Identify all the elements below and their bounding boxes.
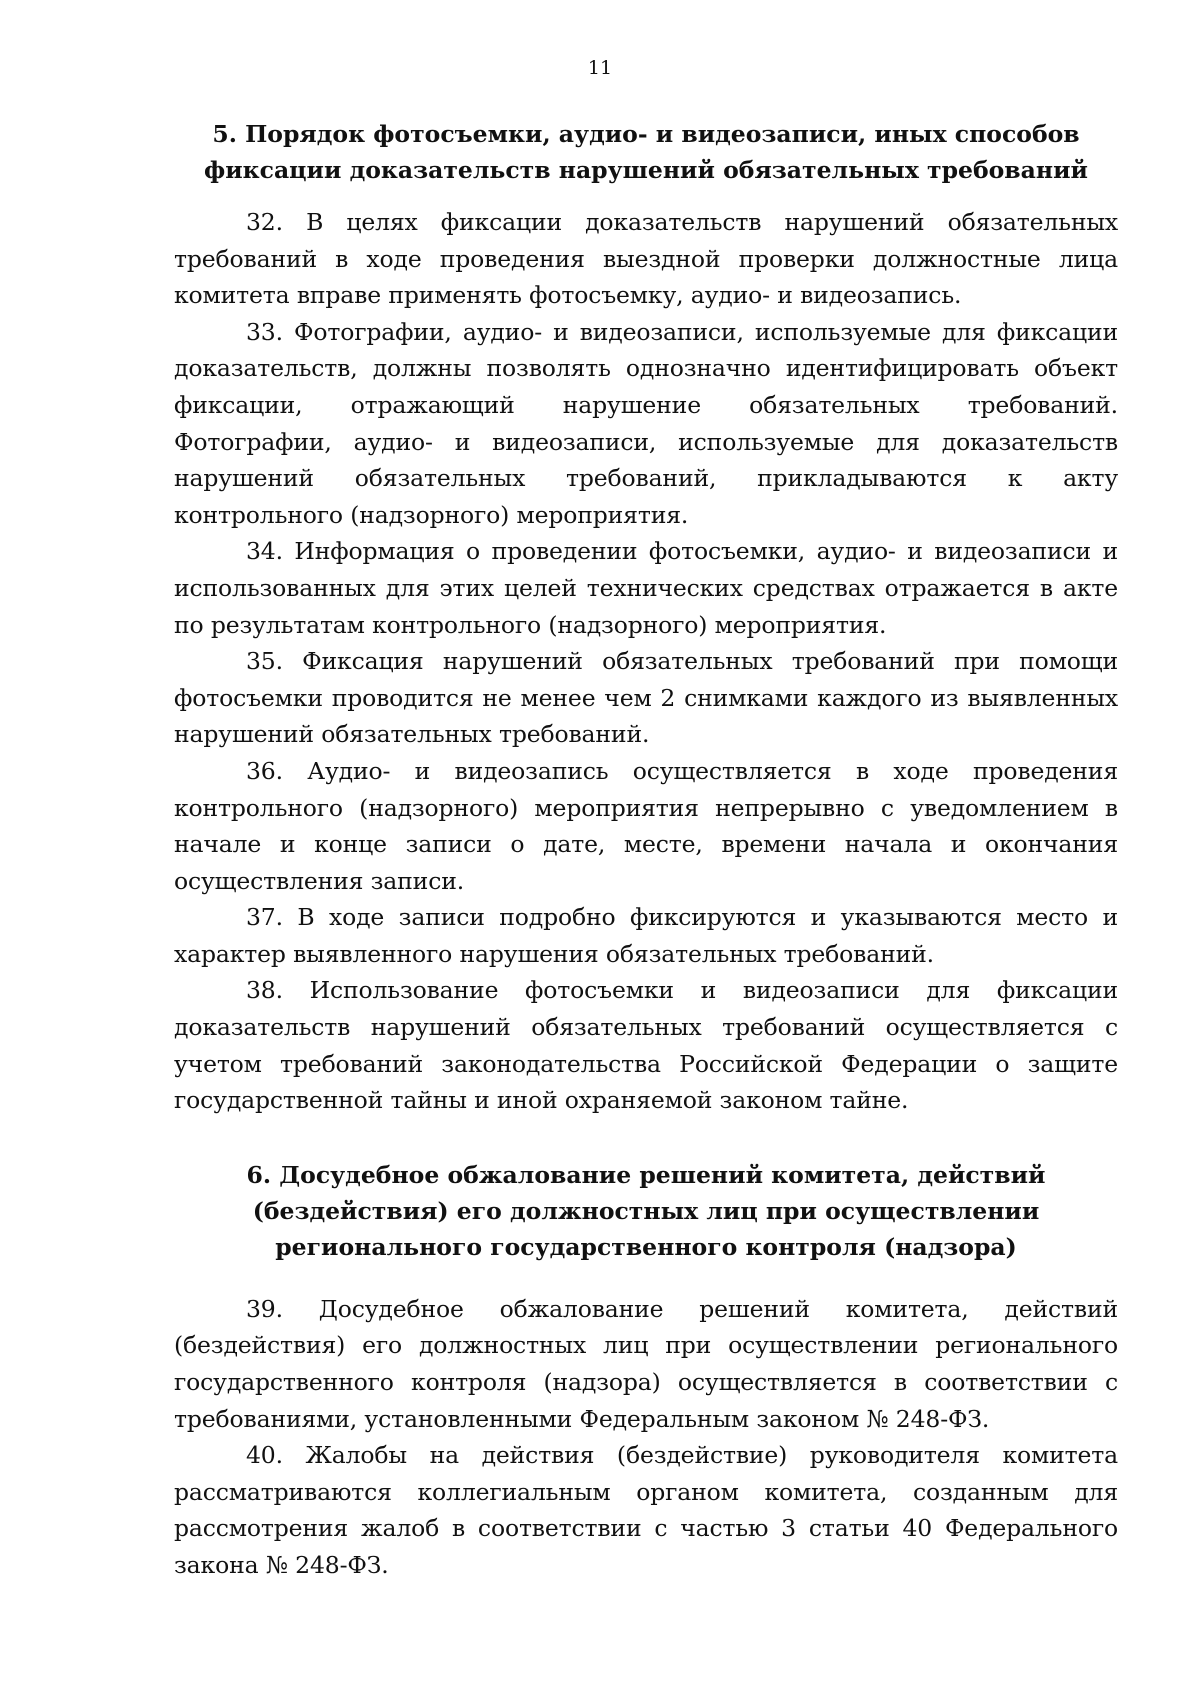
section-5-heading-line-2: фиксации доказательств нарушений обязательных требований	[204, 156, 1088, 184]
document-body	[174, 116, 1118, 1584]
paragraph-34: 34. Информация о проведении фотосъемки, аудио- и видеозаписи и использованных для этих целей технических средствах отражается в акте по результатам контрольного (надзорного) мероприятия.	[174, 537, 1118, 639]
paragraph-33: 33. Фотографии, аудио- и видеозаписи, используемые для фиксации доказательств, должны позволять однозначно идентифицировать объект фиксации, отражающий нарушение обязательных требований. Фотографии, аудио- и видеозаписи, используемые для доказательств нарушений обязательных требований, прикладываются к акту контрольного (надзорного) мероприятия.	[174, 317, 1118, 529]
section-6-heading-line-3: регионального государственного контроля (надзора)	[275, 1232, 1017, 1261]
paragraph-40: 40. Жалобы на действия (бездействие) руководителя комитета рассматриваются коллегиальным органом комитета, созданным для рассмотрения жалоб в соответствии с частью 3 статьи 40 Федерального закона № 248-ФЗ.	[174, 1441, 1118, 1579]
section-5-heading	[174, 116, 1118, 188]
paragraph-35: 35. Фиксация нарушений обязательных требований при помощи фотосъемки проводится не менее чем 2 снимками каждого из выявленных нарушений обязательных требований.	[174, 647, 1118, 749]
section-6-heading	[174, 1157, 1118, 1265]
section-5-heading-line-1: 5. Порядок фотосъемки, аудио- и видеозаписи, иных способов	[212, 120, 1080, 148]
paragraph-36: 36. Аудио- и видеозапись осуществляется в ходе проведения контрольного (надзорного) мероприятия непрерывно с уведомлением в начале и конце записи о дате, месте, времени начала и окончания осуществления записи.	[174, 756, 1118, 895]
paragraph-39: 39. Досудебное обжалование решений комитета, действий (бездействия) его должностных лиц при осуществлении регионального государственного контроля (надзора) осуществляется в соответствии с требованиями, установленными Федеральным законом № 248-ФЗ.	[174, 1294, 1118, 1433]
section-6-heading-line-1: 6. Досудебное обжалование решений комитета, действий	[246, 1160, 1046, 1189]
section-6-heading-line-2: (бездействия) его должностных лиц при осуществлении	[252, 1196, 1040, 1225]
paragraph-32: 32. В целях фиксации доказательств нарушений обязательных требований в ходе проведения выездной проверки должностные лица комитета вправе применять фотосъемку, аудио- и видеозапись.	[174, 208, 1118, 310]
paragraph-37: 37. В ходе записи подробно фиксируются и указываются место и характер выявленного нарушения обязательных требований.	[174, 903, 1118, 968]
page-number: 11	[587, 57, 613, 79]
paragraph-38: 38. Использование фотосъемки и видеозаписи для фиксации доказательств нарушений обязательных требований осуществляется с учетом требований законодательства Российской Федерации о защите государственной тайны и иной охраняемой законом тайне.	[174, 976, 1118, 1115]
